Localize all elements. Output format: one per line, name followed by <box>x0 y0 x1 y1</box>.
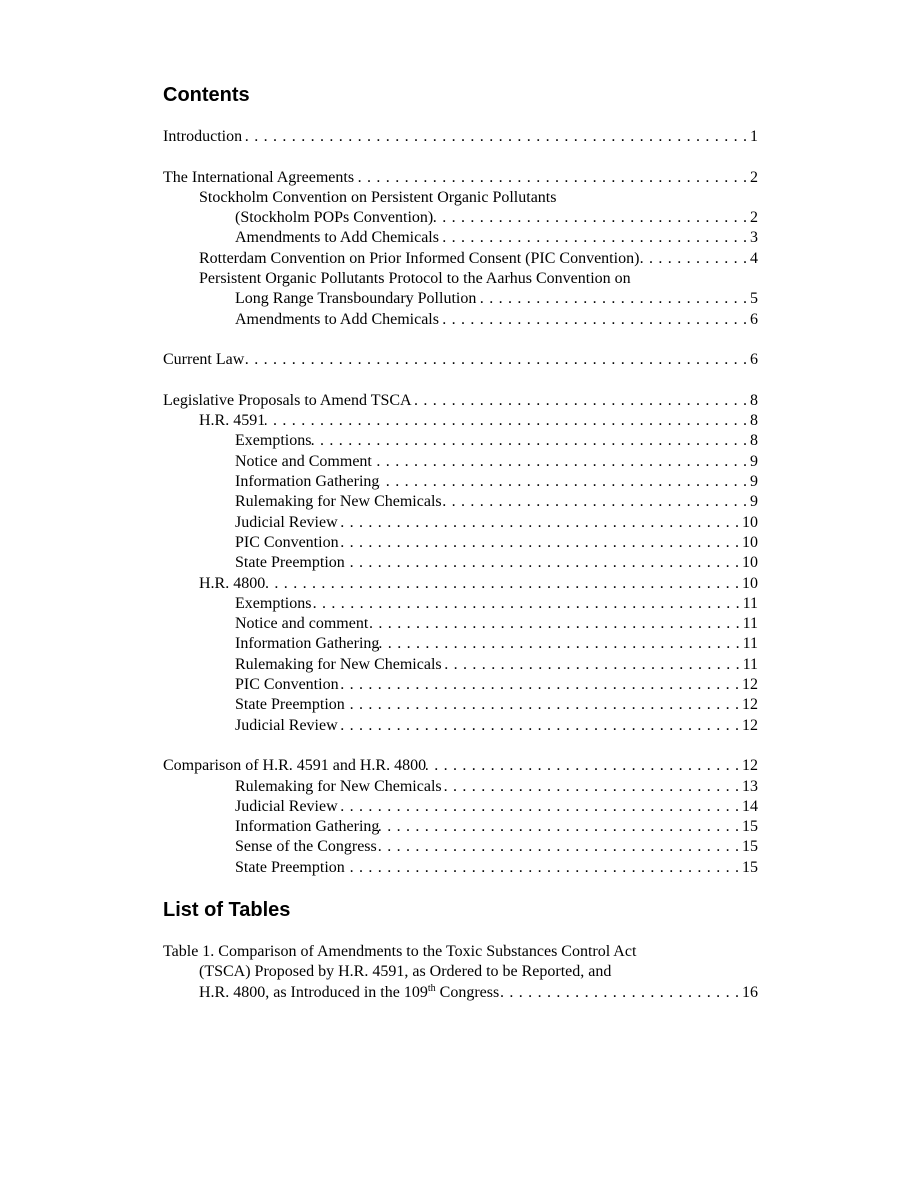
dot-leader <box>379 472 750 492</box>
toc-entry[interactable] <box>163 269 758 289</box>
toc-entry-title: State Preemption <box>235 858 345 876</box>
list-of-tables-heading: List of Tables <box>163 899 291 921</box>
toc-entry-title: Exemptions <box>235 594 312 612</box>
dot-leader <box>338 513 742 533</box>
dot-leader <box>377 837 742 857</box>
table-entry-page: 16 <box>742 983 758 1001</box>
toc-entry-page: 1 <box>750 128 758 145</box>
toc-entry[interactable] <box>163 350 758 370</box>
table-of-contents <box>163 127 758 878</box>
toc-entry-title: Notice and Comment <box>235 452 372 470</box>
table-entry-line: (TSCA) Proposed by H.R. 4591, as Ordered to be Reported, and <box>199 963 612 981</box>
dot-leader <box>639 249 750 269</box>
contents-heading: Contents <box>163 84 250 106</box>
toc-entry-page: 8 <box>750 412 758 430</box>
toc-entry-title: Information Gathering <box>235 818 380 836</box>
dot-leader <box>499 983 742 1003</box>
table-entry-line <box>163 983 758 1003</box>
toc-entry-title: Rulemaking for New Chemicals <box>235 493 442 511</box>
list-of-tables <box>163 942 758 1003</box>
toc-entry[interactable] <box>163 817 758 837</box>
toc-entry[interactable] <box>163 208 758 228</box>
toc-entry-page: 15 <box>742 838 758 856</box>
toc-entry[interactable] <box>163 228 758 248</box>
dot-leader <box>439 228 750 248</box>
toc-entry[interactable] <box>163 675 758 695</box>
toc-entry[interactable] <box>163 472 758 492</box>
toc-entry-page: 13 <box>742 777 758 795</box>
toc-entry[interactable] <box>163 858 758 878</box>
toc-entry-title: PIC Convention <box>235 533 339 551</box>
dot-leader <box>265 574 742 594</box>
toc-entry[interactable] <box>163 492 758 512</box>
toc-entry-page: 10 <box>742 554 758 572</box>
dot-leader <box>442 492 750 512</box>
dot-leader <box>354 168 750 188</box>
toc-entry-title: (Stockholm POPs Convention) <box>235 209 434 227</box>
toc-entry[interactable] <box>163 310 758 330</box>
toc-entry-title: Persistent Organic Pollutants Protocol to the Aarhus Convention on <box>199 270 631 288</box>
toc-entry-page: 15 <box>742 858 758 876</box>
dot-leader <box>345 858 742 878</box>
toc-entry-page: 5 <box>750 290 758 308</box>
dot-leader <box>265 411 750 431</box>
dot-leader <box>242 127 750 147</box>
toc-entry-page: 9 <box>750 493 758 511</box>
toc-entry-title: Exemptions <box>235 432 312 450</box>
toc-entry-title: The International Agreements <box>163 168 355 186</box>
toc-entry-title: H.R. 4800 <box>199 574 266 592</box>
toc-entry-title: Stockholm Convention on Persistent Organic Pollutants <box>199 188 557 206</box>
toc-entry-title: Introduction <box>163 128 243 145</box>
dot-leader <box>439 310 750 330</box>
toc-entry[interactable] <box>163 127 758 147</box>
dot-leader <box>426 756 742 776</box>
dot-leader <box>476 289 750 309</box>
toc-entry[interactable] <box>163 431 758 451</box>
dot-leader <box>339 675 742 695</box>
toc-entry-title: Rulemaking for New Chemicals <box>235 655 442 673</box>
dot-leader <box>379 634 742 654</box>
toc-entry-page: 11 <box>742 615 758 633</box>
dot-leader <box>338 797 742 817</box>
toc-entry-page: 12 <box>742 696 758 714</box>
toc-entry-page: 2 <box>750 209 758 227</box>
toc-entry[interactable] <box>163 634 758 654</box>
toc-entry[interactable] <box>163 837 758 857</box>
table-entry-title: H.R. 4800, as Introduced in the 109th Congress <box>199 982 500 1001</box>
toc-entry-title: State Preemption <box>235 554 345 572</box>
toc-entry-title: Sense of the Congress <box>235 838 377 856</box>
toc-entry[interactable] <box>163 533 758 553</box>
toc-entry-title: Information Gathering <box>235 635 380 653</box>
toc-entry-page: 11 <box>742 655 758 673</box>
toc-entry-page: 12 <box>742 716 758 734</box>
toc-entry-page: 9 <box>750 452 758 470</box>
toc-entry[interactable] <box>163 777 758 797</box>
toc-entry-page: 15 <box>742 818 758 836</box>
toc-entry-page: 4 <box>750 249 758 267</box>
dot-leader <box>372 452 750 472</box>
toc-entry-title: PIC Convention <box>235 676 339 694</box>
toc-entry-page: 3 <box>750 229 758 247</box>
table-entry-line: Table 1. Comparison of Amendments to the Toxic Substances Control Act <box>163 943 637 960</box>
toc-entry[interactable] <box>163 655 758 675</box>
toc-entry-page: 11 <box>742 594 758 612</box>
toc-entry-title: Judicial Review <box>235 797 338 815</box>
toc-entry-page: 12 <box>742 757 758 775</box>
toc-entry[interactable] <box>163 614 758 634</box>
toc-entry-page: 10 <box>742 513 758 531</box>
toc-entry-page: 10 <box>742 574 758 592</box>
dot-leader <box>368 614 742 634</box>
dot-leader <box>311 431 750 451</box>
toc-entry-title: H.R. 4591 <box>199 412 266 430</box>
dot-leader <box>345 553 742 573</box>
toc-entry[interactable] <box>163 574 758 594</box>
toc-entry[interactable] <box>163 411 758 431</box>
dot-leader <box>339 533 742 553</box>
toc-entry-page: 2 <box>750 168 758 186</box>
toc-entry-page: 8 <box>750 432 758 450</box>
toc-entry[interactable] <box>163 513 758 533</box>
toc-entry-page: 6 <box>750 351 758 369</box>
toc-entry-page: 9 <box>750 473 758 491</box>
toc-entry-page: 10 <box>742 533 758 551</box>
toc-entry-title: Comparison of H.R. 4591 and H.R. 4800 <box>163 757 427 775</box>
toc-entry[interactable] <box>163 695 758 715</box>
toc-entry[interactable] <box>163 188 758 208</box>
dot-leader <box>338 716 742 736</box>
toc-entry-title: Information Gathering <box>235 473 380 491</box>
dot-leader <box>442 777 742 797</box>
toc-entry-title: Amendments to Add Chemicals <box>235 229 439 247</box>
dot-leader <box>379 817 742 837</box>
dot-leader <box>345 695 742 715</box>
dot-leader <box>244 350 750 370</box>
toc-entry[interactable] <box>163 756 758 776</box>
toc-entry-title: Amendments to Add Chemicals <box>235 310 439 328</box>
toc-entry-title: Long Range Transboundary Pollution <box>235 290 477 308</box>
toc-entry-title: Rotterdam Convention on Prior Informed Consent (PIC Convention) <box>199 249 640 267</box>
dot-leader <box>412 391 750 411</box>
toc-entry[interactable] <box>163 553 758 573</box>
toc-entry-page: 8 <box>750 391 758 409</box>
dot-leader <box>442 655 743 675</box>
toc-entry[interactable] <box>163 289 758 309</box>
toc-entry-page: 12 <box>742 676 758 694</box>
toc-entry-title: Current Law <box>163 351 245 369</box>
toc-entry-page: 11 <box>742 635 758 653</box>
toc-entry[interactable] <box>163 797 758 817</box>
toc-entry-title: Judicial Review <box>235 716 338 734</box>
toc-entry[interactable] <box>163 594 758 614</box>
toc-entry-page: 6 <box>750 310 758 328</box>
toc-entry-title: Legislative Proposals to Amend TSCA <box>163 391 412 409</box>
dot-leader <box>311 594 742 614</box>
toc-entry[interactable] <box>163 168 758 188</box>
toc-entry-title: Rulemaking for New Chemicals <box>235 777 442 795</box>
toc-entry[interactable] <box>163 391 758 411</box>
toc-entry[interactable] <box>163 249 758 269</box>
toc-entry-title: Notice and comment <box>235 615 369 633</box>
toc-entry[interactable] <box>163 452 758 472</box>
toc-entry[interactable] <box>163 716 758 736</box>
toc-entry-page: 14 <box>742 797 758 815</box>
dot-leader <box>433 208 750 228</box>
toc-entry-title: State Preemption <box>235 696 345 714</box>
toc-entry-title: Judicial Review <box>235 513 338 531</box>
